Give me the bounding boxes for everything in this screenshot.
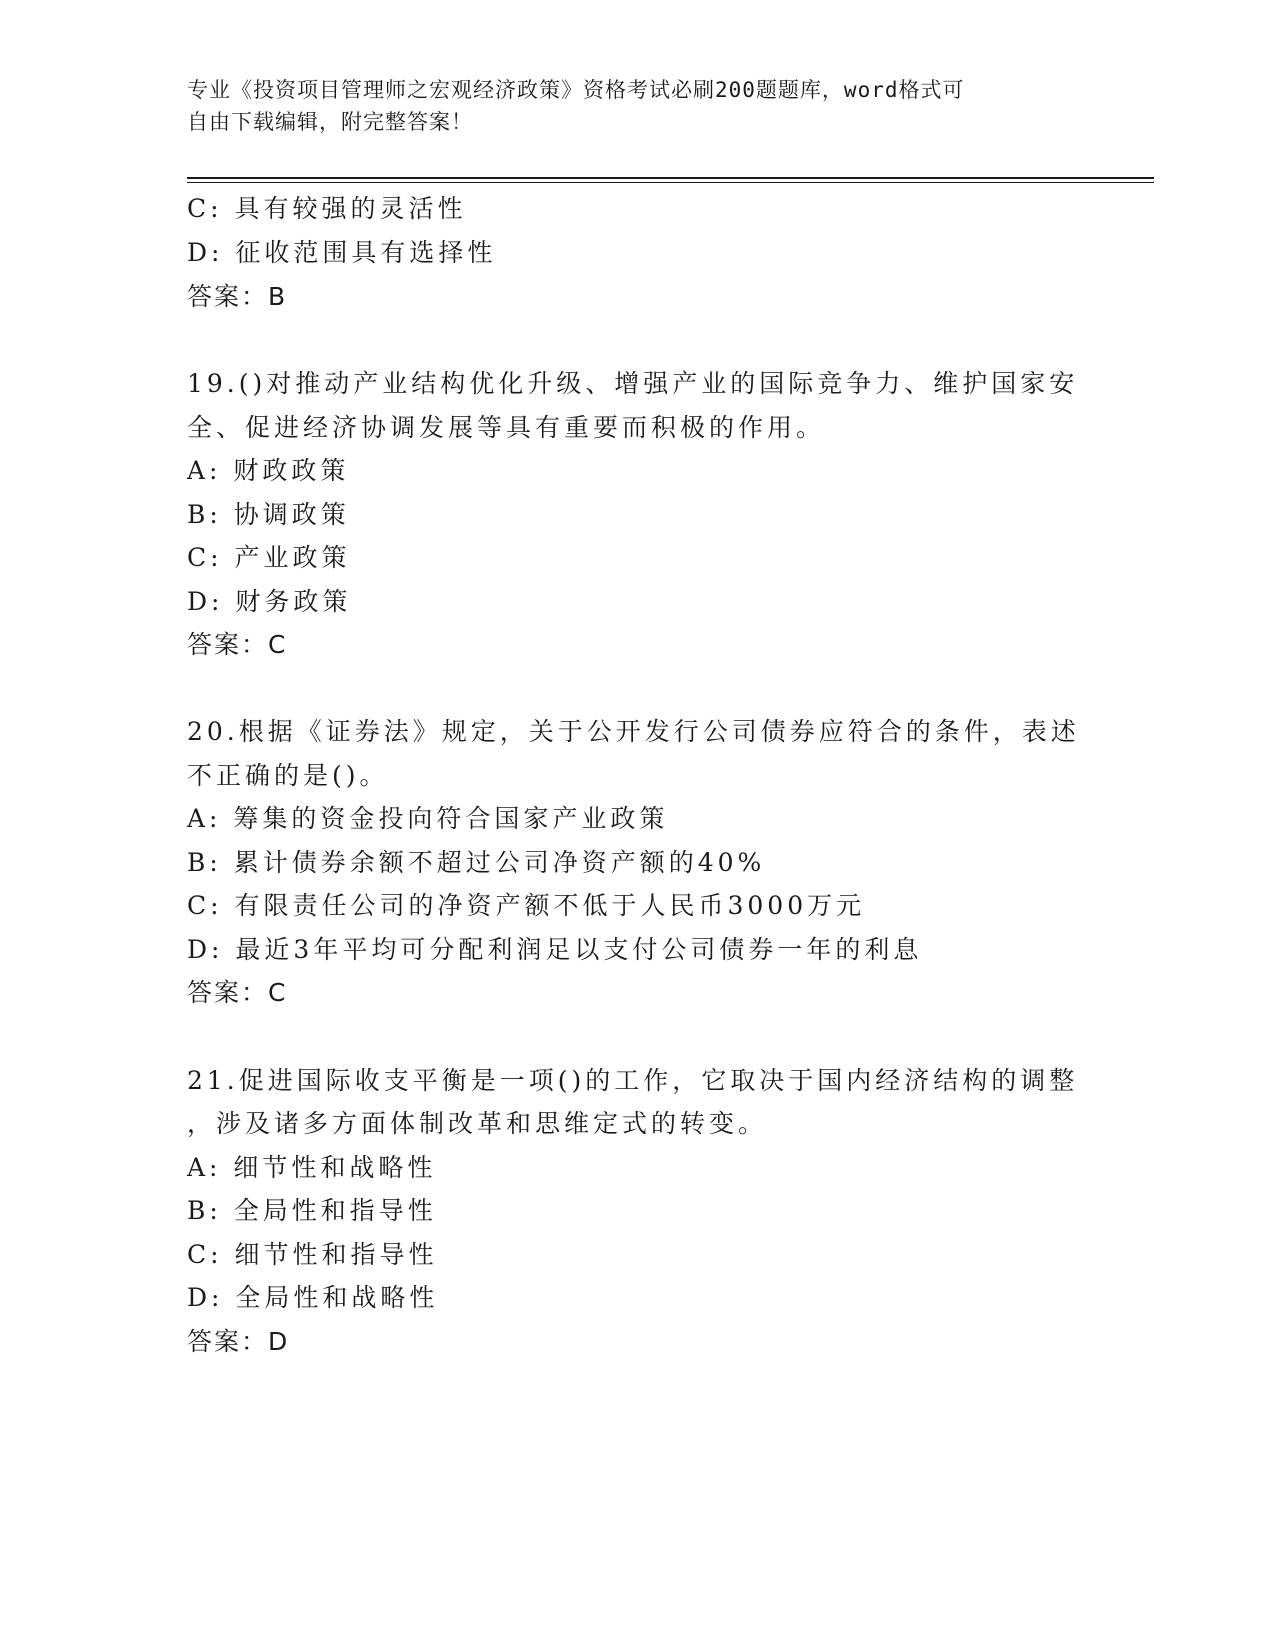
q18-option-d: D: 征收范围具有选择性 <box>187 238 497 267</box>
header-divider-thin <box>187 182 1154 183</box>
header-divider-thick <box>187 177 1154 179</box>
q21-answer: 答案：D <box>187 1327 290 1356</box>
q21-option-c: C: 细节性和指导性 <box>187 1240 438 1269</box>
header-line-2: 自由下载编辑，附完整答案！ <box>187 110 473 134</box>
q19-stem-line-1: 19.()对推动产业结构优化升级、增强产业的国际竞争力、维护国家安 <box>187 369 1079 398</box>
q21-option-d: D: 全局性和战略性 <box>187 1283 439 1312</box>
q20-option-c: C: 有限责任公司的净资产额不低于人民币3000万元 <box>187 891 866 920</box>
q19-option-b: B: 协调政策 <box>187 500 350 529</box>
q21-option-b: B: 全局性和指导性 <box>187 1196 437 1225</box>
q20-option-d: D: 最近3年平均可分配利润足以支付公司债券一年的利息 <box>187 935 923 964</box>
document-header <box>187 74 1087 138</box>
q21-stem-line-2: ，涉及诸多方面体制改革和思维定式的转变。 <box>187 1109 768 1138</box>
q18-answer: 答案：B <box>187 282 288 311</box>
q20-stem-line-1: 20.根据《证券法》规定，关于公开发行公司债券应符合的条件，表述 <box>187 717 1080 746</box>
header-line-1: 专业《投资项目管理师之宏观经济政策》资格考试必刷200题题库，word格式可 <box>187 78 965 102</box>
q19-stem-line-2: 全、促进经济协调发展等具有重要而积极的作用。 <box>187 413 826 442</box>
q19-answer: 答案：C <box>187 630 288 659</box>
q20-answer: 答案：C <box>187 978 288 1007</box>
q20-option-b: B: 累计债券余额不超过公司净资产额的40% <box>187 848 766 877</box>
q18-option-c: C: 具有较强的灵活性 <box>187 194 467 223</box>
q20-option-a: A: 筹集的资金投向符合国家产业政策 <box>187 804 669 833</box>
q20-stem-line-2: 不正确的是()。 <box>187 761 389 790</box>
q21-option-a: A: 细节性和战略性 <box>187 1153 437 1182</box>
q19-option-c: C: 产业政策 <box>187 543 351 572</box>
q19-option-a: A: 财政政策 <box>187 456 350 485</box>
q21-stem-line-1: 21.促进国际收支平衡是一项()的工作，它取决于国内经济结构的调整 <box>187 1066 1079 1095</box>
q19-option-d: D: 财务政策 <box>187 587 352 616</box>
